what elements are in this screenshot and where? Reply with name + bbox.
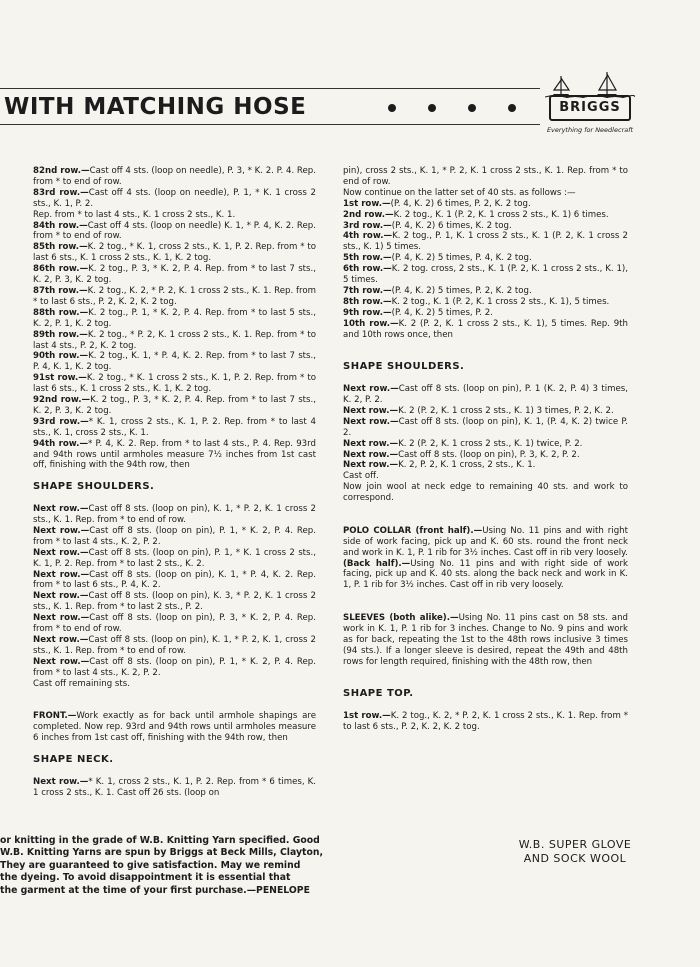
instruction-line: Cast off. [343, 471, 379, 482]
header-rule-top [0, 88, 540, 89]
ship-icon [545, 70, 635, 98]
instruction-line: 88th row.—K. 2 tog., P. 1, * K. 2, P. 4. Rep. from * to last 5 sts., K. 2, P. 1, K. 2 tog. [33, 307, 316, 329]
dot-icon [468, 104, 476, 112]
wool-label [505, 838, 645, 866]
instruction-line: 4th row.—K. 2 tog., P. 1, K. 1 cross 2 sts., K. 1 (P. 2, K. 1 cross 2 sts., K. 1) 5 times. [343, 231, 629, 253]
instruction-line: 5th row.—(P. 4, K. 2) 5 times, P. 4, K. 2 tog. [343, 253, 532, 264]
instruction-line: 87th row.—K. 2 tog., K. 2, * P. 2, K. 1 cross 2 sts., K. 1. Rep. from * to last 6 sts., P. 2, K. 2, K. 2 tog. [33, 285, 316, 307]
page-title: WITH MATCHING HOSE [4, 94, 307, 120]
wool-label-line: AND SOCK WOOL [523, 852, 627, 865]
instruction-line: 91st row.—K. 2 tog., * K. 1 cross 2 sts., K. 1, P. 2. Rep. from * to last 6 sts., K. 1 cross 2 sts., K. 1, K. 2 tog. [33, 373, 316, 395]
section-heading: SHAPE NECK. [33, 753, 114, 765]
header-rule-bottom [0, 124, 540, 125]
footer-line: They are guaranteed to give satisfaction. May we remind [0, 859, 301, 871]
instruction-line: Now join wool at neck edge to remaining 40 sts. and work to correspond. [343, 482, 628, 504]
instruction-line: 7th row.—(P. 4, K. 2) 5 times, P. 2, K. 2 tog. [343, 285, 532, 296]
instruction-line: 1st row.—K. 2 tog., K. 2, * P. 2, K. 1 cross 2 sts., K. 1. Rep. from * to last 6 sts., P. 2, K. 2, K. 2 tog. [343, 711, 628, 733]
instruction-line: 83rd row.—Cast off 4 sts. (loop on needle), P. 1, * K. 1 cross 2 sts., K. 1, P. 2. [33, 187, 317, 209]
instruction-line: 9th row.—(P. 4, K. 2) 5 times, P. 2. [343, 307, 493, 318]
instruction-line: 86th row.—K. 2 tog., P. 3, * K. 2, P. 4. Rep. from * to last 7 sts., K. 2, P. 3, K. 2 tog. [33, 264, 316, 286]
instruction-line: 3rd row.—(P. 4, K. 2) 6 times, K. 2 tog. [343, 220, 512, 231]
brand-name: BRIGGS [549, 95, 631, 121]
instruction-line: Rep. from * to last 4 sts., K. 1 cross 2 sts., K. 1. [33, 209, 236, 220]
spacer [33, 493, 316, 504]
instruction-line: 89th row.—K. 2 tog., * P. 2, K. 1 cross 2 sts., K. 1. Rep. from * to last 4 sts., P. 2, K. 2 tog. [33, 329, 316, 351]
spacer [343, 373, 628, 384]
spacer [343, 591, 628, 602]
instruction-line: Next row.—Cast off 8 sts. (loop on pin), P. 3, K. 2, P. 2. [343, 449, 580, 460]
instruction-line: Next row.—K. 2 (P. 2, K. 1 cross 2 sts., K. 1) twice, P. 2. [343, 438, 583, 449]
instruction-line: Next row.—* K. 1, cross 2 sts., K. 1, P. 2. Rep. from * 6 times, K. 1 cross 2 sts., K. 1. Cast off 26 sts. (loop on [33, 776, 317, 798]
instruction-line: Next row.—Cast off 8 sts. (loop on pin), K. 3, * P. 2, K. 1 cross 2 sts., K. 1. Rep. from * to last 2 sts., P. 2. [33, 591, 316, 613]
instruction-line: 6th row.—K. 2 tog. cross, 2 sts., K. 1 (P. 2, K. 1 cross 2 sts., K. 1), 5 times. [343, 264, 628, 286]
instruction-line: Next row.—Cast off 8 sts. (loop on pin), P. 1, * K. 2, P. 4. Rep. from * to last 4 sts., K. 2, P. 2. [33, 656, 316, 678]
dot-icon [508, 104, 516, 112]
spacer [343, 341, 628, 352]
wool-label-line: W.B. SUPER GLOVE [518, 838, 632, 851]
instruction-line: pin), cross 2 sts., K. 1, * P. 2, K. 1 cross 2 sts., K. 1. Rep. from * to end of row. [343, 166, 628, 187]
instruction-line: 84th row.—Cast off 4 sts. (loop on needle) K. 1, * P. 4, K. 2. Rep. from * to end of row. [33, 220, 316, 242]
right-column [343, 166, 628, 733]
instruction-line: 10th row.—K. 2 (P. 2, K. 1 cross 2 sts., K. 1), 5 times. Rep. 9th and 10th rows once, then [343, 318, 628, 340]
instruction-line: (Back half).—Using No. 11 pins and with right side of work facing, pick up and K. 40 sts. along the back neck and work in K. 1, P. 1 rib for 3½ inches. Cast off in rib very loosely. [343, 558, 629, 591]
footer-line: W.B. Knitting Yarns are spun by Briggs at Beck Mills, Clayton, [0, 847, 323, 859]
instruction-line: Next row.—Cast off 8 sts. (loop on pin), P. 1 (K. 2, P. 4) 3 times, K. 2, P. 2. [343, 384, 628, 405]
instruction-line: 92nd row.—K. 2 tog., P. 3, * K. 2, P. 4. Rep. from * to last 7 sts., K. 2, P. 3, K. 2 tog. [33, 395, 316, 416]
footer-line: the dyeing. To avoid disappointment it is essential that [0, 872, 291, 884]
instruction-line: 90th row.—K. 2 tog., K. 1, * P. 4, K. 2. Rep. from * to last 7 sts., P. 4, K. 1, K. 2 tog. [33, 351, 316, 373]
instruction-line: Next row.—Cast off 8 sts. (loop on pin), K. 1, * P. 2, K. 1 cross 2 sts., K. 1. Rep. from * to end of row. [33, 504, 316, 525]
section-heading: SHAPE TOP. [343, 688, 414, 700]
section-heading: SHAPE SHOULDERS. [33, 481, 155, 493]
instruction-line: 94th row.—* P. 4, K. 2. Rep. from * to last 4 sts., P. 4. Rep. 93rd and 94th rows until armholes measure 7½ inches from 1st cast off, finishing with the 94th row, then [33, 438, 316, 471]
spacer [343, 668, 628, 679]
instruction-line: Cast off remaining sts. [33, 678, 130, 689]
instruction-line: 8th row.—K. 2 tog., K. 1 (P. 2, K. 1 cross 2 sts., K. 1), 5 times. [343, 296, 610, 307]
instruction-line: Next row.—Cast off 8 sts. (loop on pin), K. 1, * P. 4, K. 2. Rep. from * to last 6 sts., P. 4, K. 2. [33, 569, 316, 591]
instruction-line: 85th row.—K. 2 tog., * K. 1, cross 2 sts., K. 1, P. 2. Rep. from * to last 6 sts., K. 1 cross 2 sts., K. 1, K. 2 tog. [33, 242, 316, 264]
instruction-line: Now continue on the latter set of 40 sts. as follows :— [343, 187, 576, 198]
dot-icon [388, 104, 396, 112]
left-column [33, 166, 316, 798]
spacer [343, 602, 628, 613]
footer-note [0, 835, 380, 897]
spacer [33, 689, 316, 700]
instruction-line: 93rd row.—* K. 1, cross 2 sts., K. 1, P. 2. Rep. from * to last 4 sts., K. 1, cross 2 sts., K. 1. [33, 416, 317, 438]
spacer [343, 700, 628, 711]
instruction-line: Next row.—K. 2, P. 2, K. 1 cross, 2 sts., K. 1. [343, 460, 536, 471]
spacer [343, 515, 628, 526]
instruction-line: 2nd row.—K. 2 tog., K. 1 (P. 2, K. 1 cross 2 sts., K. 1) 6 times. [343, 209, 609, 220]
brand-tagline: Everything for Needlecraft [546, 126, 634, 134]
dot-icon [428, 104, 436, 112]
footer-line: or knitting in the grade of W.B. Knitting Yarn specified. Good [0, 835, 320, 846]
instruction-line: 1st row.—(P. 4, K. 2) 6 times, P. 2, K. 2 tog. [343, 198, 531, 209]
instruction-line: Next row.—Cast off 8 sts. (loop on pin), P. 1, * K. 1 cross 2 sts., K. 1, P. 2. Rep. from * to last 2 sts., K. 2. [33, 547, 316, 569]
instruction-line: POLO COLLAR (front half).—Using No. 11 pins and with right side of work facing, pick up and K. 60 sts. round the front neck and work in K. 1, P. 1 rib for 3½ inches. Cast off in rib very loosely. [343, 525, 628, 558]
instruction-line: Next row.—Cast off 8 sts. (loop on pin), P. 1, * K. 2, P. 4. Rep. from * to last 4 sts., K. 2, P. 2. [33, 525, 316, 547]
instruction-line: 82nd row.—Cast off 4 sts. (loop on needle), P. 3, * K. 2. P. 4. Rep. from * to end of row. [33, 166, 316, 187]
instruction-line: FRONT.—Work exactly as for back until armhole shapings are completed. Now rep. 93rd and 94th rows until armholes measure 6 inches from 1st cast off, finishing with the 94th row, then [33, 711, 316, 744]
spacer [343, 504, 628, 515]
spacer [33, 766, 316, 777]
instruction-line: SLEEVES (both alike).—Using No. 11 pins cast on 58 sts. and work in K. 1, P. 1 rib for 3 inches. Change to No. 9 pins and work as for back, repeating the 1st to the 48th rows inclusive 3 times (94 sts.). If a longer sleeve is desired, repeat the 49th and 48th rows for length required, finishing with the 48th row, then [343, 613, 628, 667]
instruction-line: Next row.—K. 2 (P. 2, K. 1 cross 2 sts., K. 1) 3 times, P. 2, K. 2. [343, 405, 614, 416]
spacer [33, 700, 316, 711]
instruction-line: Next row.—Cast off 8 sts. (loop on pin), K. 1, (P. 4, K. 2) twice P. 2. [343, 416, 628, 438]
instruction-line: Next row.—Cast off 8 sts. (loop on pin), P. 3, * K. 2, P. 4. Rep. from * to end of row. [33, 613, 316, 635]
section-heading: SHAPE SHOULDERS. [343, 361, 465, 373]
briggs-logo [545, 70, 635, 140]
instruction-line: Next row.—Cast off 8 sts. (loop on pin), K. 1, * P. 2, K. 1, cross 2 sts., K. 1. Rep. from * to end of row. [33, 634, 316, 656]
footer-line: the garment at the time of your first purchase.—PENELOPE [0, 884, 310, 896]
